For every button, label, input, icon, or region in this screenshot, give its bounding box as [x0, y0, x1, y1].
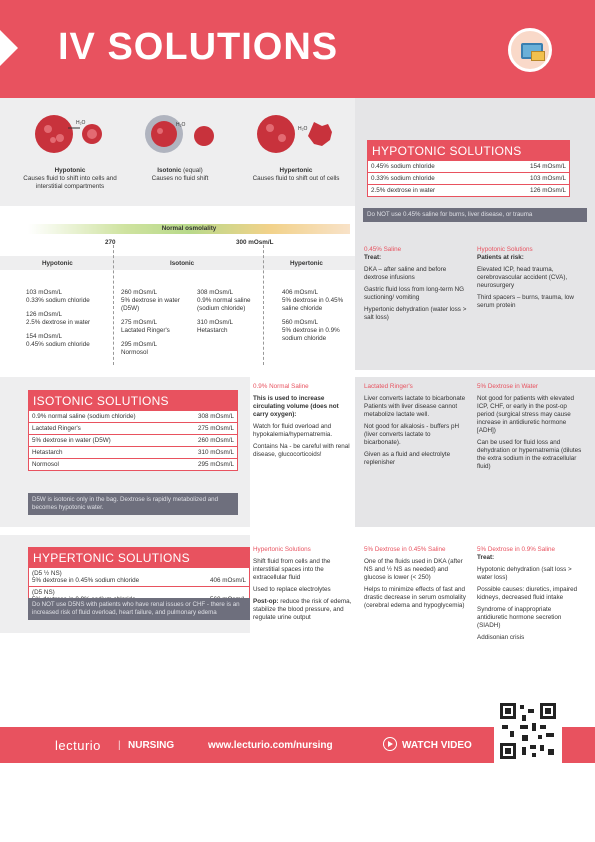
qr-code[interactable]	[494, 697, 562, 765]
hypertonic-label: Hypertonic	[279, 167, 313, 174]
hypertonic-solutions-column: Hypertonic Solutions Shift fluid from cells and the interstitial spaces into the extracellular fluid Used to replace electrolytes Post-op: reduce the risk of edema, stabilize the blood pressure, and regulate urine output	[253, 546, 352, 621]
footer: lecturio | NURSING www.lecturio.com/nursing WATCH VIDEO	[0, 727, 595, 763]
hypo-values: 103 mOsm/L 0.33% sodium chloride 126 mOsm/L 2.5% dextrose in water 154 mOsm/L 0.45% sodium chloride	[26, 289, 91, 348]
page-title: IV SOLUTIONS	[58, 26, 339, 68]
computer-icon	[508, 28, 552, 72]
hypotonic-note: Do NOT use 0.45% saline for burns, liver disease, or trauma	[363, 208, 587, 222]
svg-text:H₂O: H₂O	[176, 122, 186, 128]
hypotonic-table: HYPOTONIC SOLUTIONS 0.45% sodium chloride 154 mOsm/L 0.33% sodium chloride 103 mOsm/L 2.5% dextrose in water 126 mOsm/L	[367, 140, 570, 197]
d5-045-column: 5% Dextrose in 0.45% Saline One of the fluids used in DKA (after NS and ½ NS as needed) and glucose is lower (< 250) Helps to minimize effects of fast and drastic decrease in serum osmolality (cerebral edema and hypoglycemia)	[364, 546, 466, 609]
hypotonic-desc: Causes fluid to shift into cells and interstitial compartments	[23, 175, 117, 190]
hypotonic-cell-icon	[20, 112, 120, 158]
watch-video-button[interactable]: WATCH VIDEO	[402, 740, 472, 751]
header	[0, 0, 595, 98]
isotonic-note: D5W is isotonic only in the bag. Dextrose is rapidly metabolized and becomes hypotonic water.	[28, 493, 238, 515]
hypotonic-label: Hypotonic	[54, 167, 86, 174]
osmolality-label: Normal osmolality	[161, 225, 217, 232]
svg-text:H₂O: H₂O	[298, 126, 308, 132]
hypertonic-desc: Causes fluid to shift out of cells	[252, 175, 340, 182]
iso-values-b: 308 mOsm/L 0.9% normal saline (sodium chloride) 310 mOsm/L Hetastarch	[197, 289, 251, 334]
site-link[interactable]: www.lecturio.com/nursing	[208, 740, 333, 751]
svg-text:H₂O: H₂O	[76, 120, 86, 126]
lactated-ringers-column: Lactated Ringer's Liver converts lactate to bicarbonate Patients with liver disease cannot metabolize lactate well. Not good for alkalosis - buffers pH (liver converts lactate to bicarbonate). Given as a fluid and electrolyte replenisher	[364, 383, 466, 466]
hypotonic-diagram	[20, 112, 120, 202]
hypotonic-risk-column: Hypotonic Solutions Patients at risk: Elevated ICP, head trauma, cerebrovascular accident (CVA), neurosurgery Third spacers – burns, trauma, low serum protein	[477, 246, 574, 309]
d5w-column: 5% Dextrose in Water Not good for patients with elevated ICP, CHF, or early in the post-op period (surgical stress may cause increase in antidiuretic hormone [ADH]) Can be used for fluid loss and dehydration or hypernatremia (dilutes the extra sodium in the extracellular fluid)	[477, 383, 582, 470]
isotonic-desc: Causes no fluid shift	[151, 175, 209, 182]
brand-logo: lecturio	[55, 738, 101, 753]
isotonic-diagram: H₂O Isotonic (equal) Causes no fluid shift	[130, 112, 230, 202]
play-icon[interactable]	[383, 737, 397, 751]
hypertonic-table: HYPERTONIC SOLUTIONS (D5 ½ NS) 5% dextrose in 0.45% sodium chloride 406 mOsm/L (D5 NS)	[28, 547, 250, 606]
normal-saline-column: 0.9% Normal Saline This is used to increase circulating volume (does not carry oxygen): Watch for fluid overload and hypokalemia/hypernatremia. Contains Na - be careful with renal disease, glucocorticoids!	[253, 383, 350, 458]
section-label: NURSING	[128, 740, 175, 751]
isotonic-label: Isotonic	[157, 167, 182, 174]
hyper-values: 406 mOsm/L 5% dextrose in 0.45% saline chloride 560 mOsm/L 5% dextrose in 0.9% sodium chloride	[282, 289, 344, 342]
iso-values-a: 260 mOsm/L 5% dextrose in water (D5W) 275 mOsm/L Lactated Ringer's 295 mOsm/L Normosol	[121, 289, 180, 356]
d5-09-column: 5% Dextrose in 0.9% Saline Treat: Hypotonic dehydration (salt loss > water loss) Possible causes: diuretics, impaired kidneys, decreased fluid intake Syndrome of inappropriate antidiuretic hormone secretion (SIADH) Addisonian crisis	[477, 546, 578, 641]
arrow-icon	[0, 30, 18, 66]
hypertonic-note: Do NOT use D5NS with patients who have renal issues or CHF - there is an increased risk of fluid overload, heart failure, and pulmonary edema	[28, 598, 250, 620]
saline-045-column: 0.45% Saline Treat: DKA – after saline and before dextrose infusions Gastric fluid loss from long-term NG suctioning/ vomiting Hypertonic dehydration (water loss > salt loss)	[364, 246, 467, 321]
isotonic-table: ISOTONIC SOLUTIONS 0.9% normal saline (sodium chloride) 308 mOsm/L Lactated Ringer's 275 mOsm/L 5% dextrose in water (D5W) 260 mOsm/L Hetastarch 310 mOsm/L Normosol 295 mOsm/L	[28, 390, 238, 471]
hypertonic-diagram	[246, 112, 346, 202]
hypertonic-cell-icon	[246, 112, 346, 158]
isotonic-cell-icon	[130, 112, 230, 158]
